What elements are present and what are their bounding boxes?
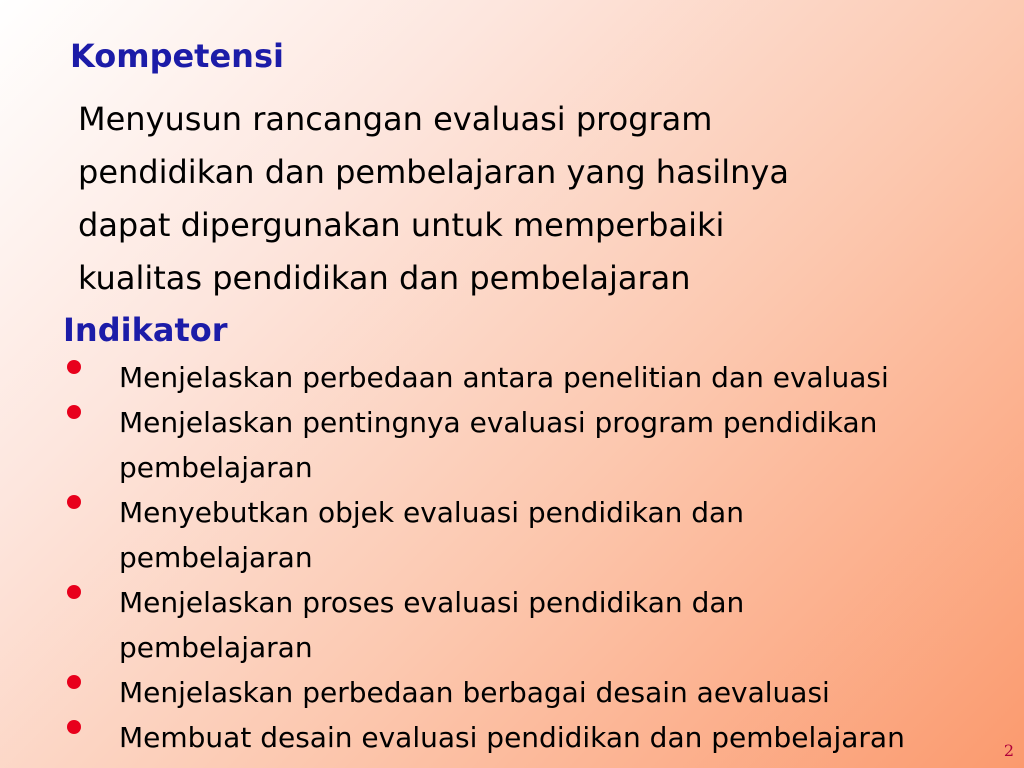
competency-line: dapat dipergunakan untuk memperbaiki <box>78 206 725 244</box>
indicator-list <box>0 355 905 760</box>
bullet-icon <box>67 585 81 599</box>
indicator-line: Menjelaskan pentingnya evaluasi program pendidikan <box>119 406 878 439</box>
indicator-item <box>0 400 905 490</box>
indicator-heading: Indikator <box>63 311 228 349</box>
indicator-item <box>0 490 905 580</box>
competency-line: pendidikan dan pembelajaran yang hasilnya <box>78 153 789 191</box>
indicator-line: Menjelaskan proses evaluasi pendidikan dan <box>119 586 745 619</box>
indicator-line: Membuat desain evaluasi pendidikan dan pembelajaran <box>119 721 905 754</box>
indicator-line: Menjelaskan perbedaan antara penelitian dan evaluasi <box>119 361 889 394</box>
indicator-line: Menjelaskan perbedaan berbagai desain aevaluasi <box>119 676 830 709</box>
competency-heading: Kompetensi <box>70 37 284 75</box>
bullet-icon <box>67 495 81 509</box>
indicator-line: pembelajaran <box>119 451 313 484</box>
slide-number: 2 <box>1003 741 1014 760</box>
bullet-icon <box>67 405 81 419</box>
competency-text <box>78 93 789 305</box>
bullet-icon <box>67 720 81 734</box>
competency-line: Menyusun rancangan evaluasi program <box>78 100 713 138</box>
bullet-icon <box>67 360 81 374</box>
competency-line: kualitas pendidikan dan pembelajaran <box>78 259 691 297</box>
indicator-line: pembelajaran <box>119 631 313 664</box>
indicator-line: Menyebutkan objek evaluasi pendidikan dan <box>119 496 744 529</box>
indicator-item <box>0 580 905 670</box>
indicator-item <box>0 670 905 715</box>
indicator-item <box>0 715 905 760</box>
bullet-icon <box>67 675 81 689</box>
indicator-item <box>0 355 905 400</box>
indicator-line: pembelajaran <box>119 541 313 574</box>
